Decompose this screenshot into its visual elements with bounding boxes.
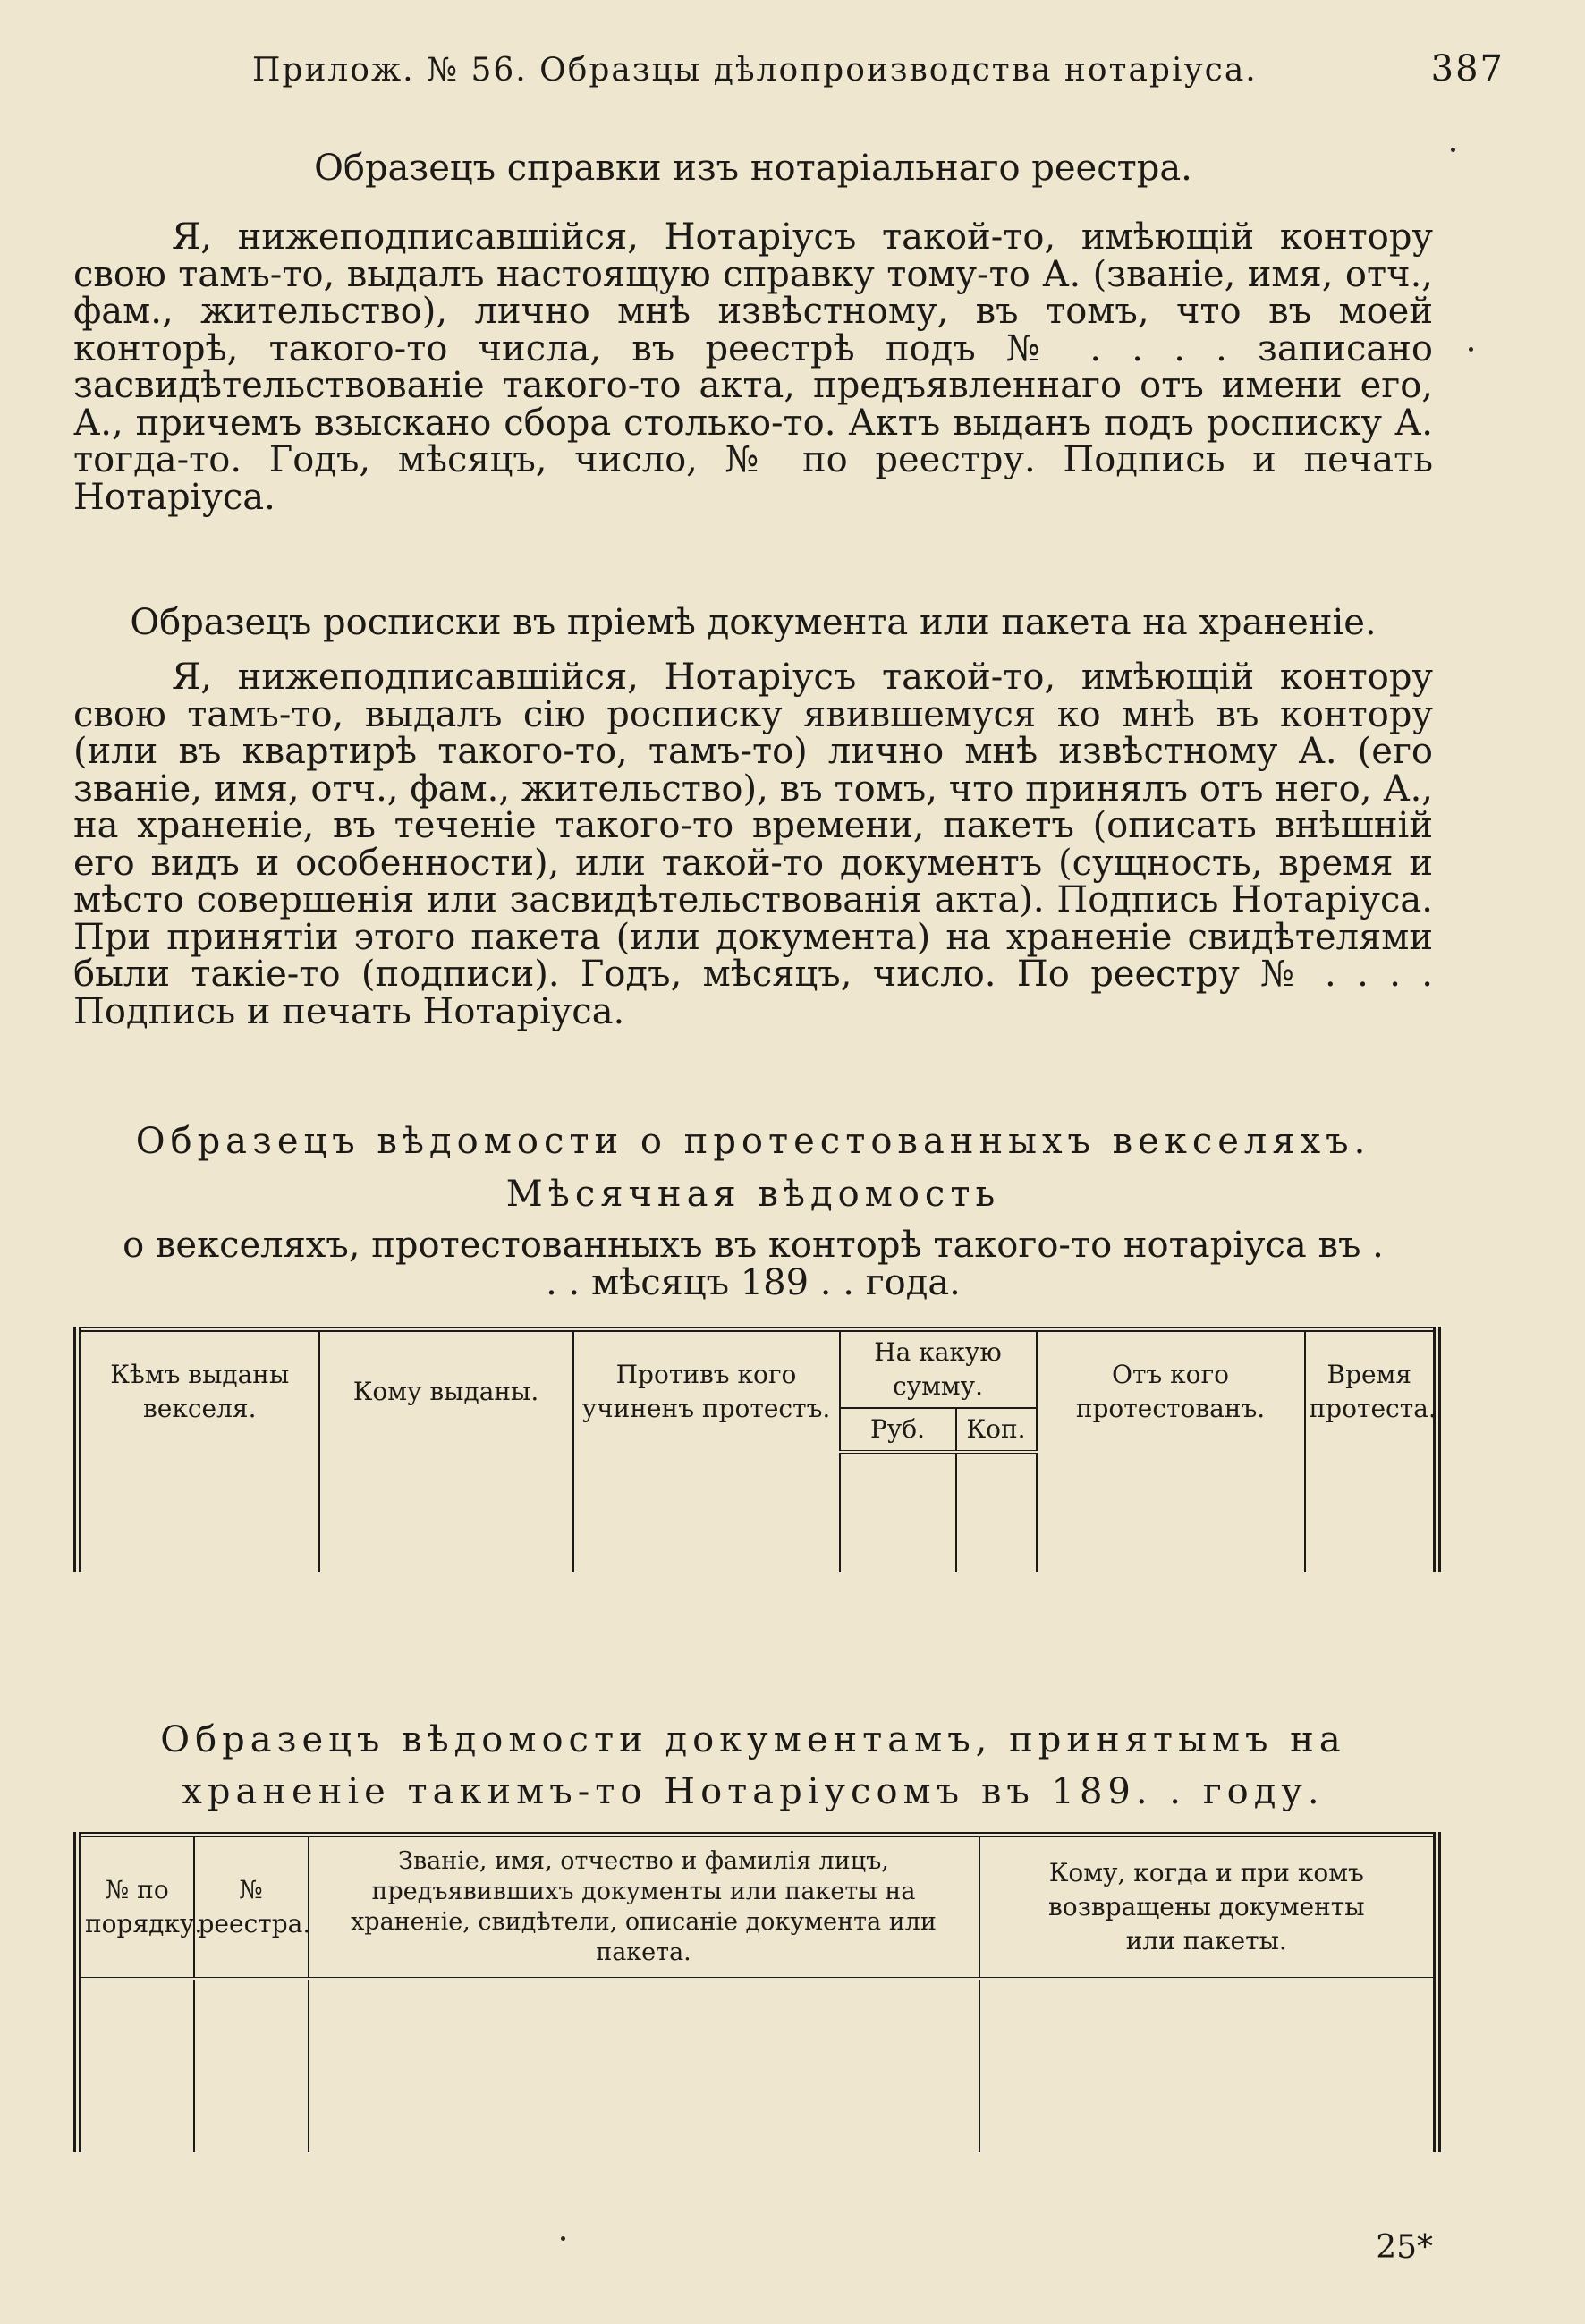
table-cell bbox=[979, 1979, 1437, 2152]
col-header-protested-by: Отъ кого протестованъ. bbox=[1037, 1329, 1305, 1452]
col-header-payee: Кому выданы. bbox=[319, 1329, 573, 1452]
statement-subtitle: Мѣсячная вѣдомость bbox=[505, 1174, 1001, 1215]
section-title-documents-statement: Образецъ вѣдомости документамъ, принятымъ на храненіе такимъ-то Нотаріусомъ въ 189. . году. bbox=[160, 1719, 1346, 1812]
signature-mark: 25* bbox=[1376, 2229, 1433, 2266]
table-cell bbox=[1037, 1452, 1305, 1572]
table-row bbox=[78, 1452, 1437, 1572]
documents-table bbox=[73, 1832, 1441, 2152]
page-number: 387 bbox=[1430, 48, 1504, 89]
col-header-returned-to: Кому, когда и при комъ возвращены документы или пакеты. bbox=[979, 1835, 1437, 1979]
col-header-issuer: Кѣмъ выданы векселя. bbox=[78, 1329, 319, 1452]
col-header-protested-against: Противъ кого учиненъ протестъ. bbox=[573, 1329, 840, 1452]
bills-table bbox=[73, 1327, 1441, 1572]
print-speck bbox=[1469, 347, 1473, 352]
table-cell bbox=[78, 1452, 319, 1572]
col-header-kopecks: Коп. bbox=[956, 1408, 1037, 1452]
running-head-title: Прилож. № 56. Образцы дѣлопроизводства нотаріуса. bbox=[252, 52, 1258, 89]
document-page bbox=[73, 36, 1504, 2299]
section-title-certificate: Образецъ справки изъ нотаріальнаго реестра. bbox=[314, 148, 1192, 189]
col-header-amount: На какую сумму. bbox=[840, 1329, 1037, 1408]
col-header-order-number: № по порядку. bbox=[78, 1835, 194, 1979]
table-cell bbox=[78, 1979, 194, 2152]
col-header-rubles: Руб. bbox=[840, 1408, 956, 1452]
section-title-bills-statement: Образецъ вѣдомости о протестованныхъ векселяхъ. bbox=[135, 1121, 1371, 1162]
section-title-receipt: Образецъ росписки въ пріемѣ документа или пакета на храненіе. bbox=[130, 602, 1377, 643]
print-speck bbox=[1451, 148, 1455, 152]
statement-caption: о векселяхъ, протестованныхъ въ конторѣ такого-то нотаріуса въ . . . мѣсяцъ 189 . . года. bbox=[123, 1225, 1384, 1303]
table-cell bbox=[319, 1452, 573, 1572]
col-header-register-number: № реестра. bbox=[194, 1835, 309, 1979]
table-row bbox=[78, 1979, 1437, 2152]
receipt-text: Я, нижеподписавшійся, Нотаріусъ такой-то, имѣющій контору свою тамъ-то, выдалъ сію росписку явившемуся ко мнѣ въ контору (или въ квартирѣ такого-то, тамъ-то) лично мнѣ извѣстному А. (его званіе, имя, отч., фам., жительство), въ томъ, что принялъ отъ него, А., на храненіе, въ теченіе такого-то времени, пакетъ (описать внѣшній его видъ и особенности), или такой-то документъ (сущность, время и мѣсто совершенія или засвидѣтельствованія акта). Подпись Нотаріуса. При принятіи этого пакета (или документа) на храненіе свидѣтелями были такіе-то (подписи). Годъ, мѣсяцъ, число. По реестру № . . . . Подпись и печать Нотаріуса. bbox=[73, 657, 1433, 1032]
table-cell bbox=[1305, 1452, 1437, 1572]
table-cell bbox=[309, 1979, 979, 2152]
table-cell bbox=[573, 1452, 840, 1572]
table-cell bbox=[194, 1979, 309, 2152]
table-cell bbox=[956, 1452, 1037, 1572]
running-head bbox=[252, 48, 1504, 106]
col-header-protest-time: Время протеста. bbox=[1305, 1329, 1437, 1452]
certificate-text: Я, нижеподписавшійся, Нотаріусъ такой-то, имѣющій контору свою тамъ-то, выдалъ настоящую справку тому-то А. (званіе, имя, отч., фам., жительство), лично мнѣ извѣстному, въ томъ, что въ моей конторѣ, такого-то числа, въ реестрѣ подъ № . . . . записано засвидѣтельствованіе такого-то акта, предъявленнаго отъ имени его, А., причемъ взыскано сбора столько-то. Актъ выданъ подъ росписку А. тогда-то. Годъ, мѣсяцъ, число, № по реестру. Подпись и печать Нотаріуса. bbox=[73, 216, 1433, 518]
print-speck bbox=[561, 2236, 565, 2241]
table-cell bbox=[840, 1452, 956, 1572]
col-header-depositors: Званіе, имя, отчество и фамилія лицъ, предъявившихъ документы или пакеты на храненіе, свидѣтели, описаніе документа или пакета. bbox=[309, 1835, 979, 1979]
